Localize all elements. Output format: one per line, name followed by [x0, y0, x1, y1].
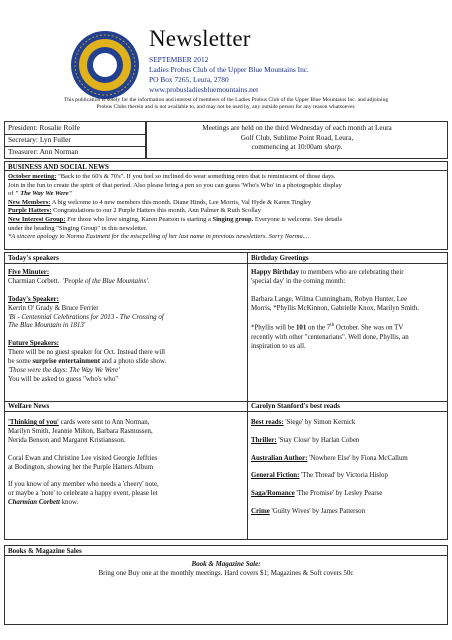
club-name: Ladies Probus Club of the Upper Blue Mountains Inc. — [149, 65, 309, 74]
officers-box — [4, 121, 146, 159]
list-item: Thriller: 'Stay Close' by Harlan Coben — [251, 436, 360, 444]
officer-treasurer: Treasurer: Ann Norman — [8, 147, 79, 156]
new-interest-group: New Interest Group: For those who love singing, Karen Pearson is starting a Singing group. Everyone is welcome. See details — [8, 215, 343, 223]
list-item: Saga/Romance 'The Promise' by Lesley Pearse — [251, 490, 383, 498]
business-heading: BUSINESS AND SOCIAL NEWS — [5, 161, 447, 171]
list-item: General Fiction: 'The Thread' by Victoria Hislop — [251, 472, 388, 480]
best-reads-heading: Carolyn Stanford's best reads — [251, 402, 341, 410]
speakers-content: Five Minuter: Charmian Corbett. 'People of the Blue Mountains'. Today's Speaker: Kerrin O' Grady & Bruce Ferrier 'Bi - Centennial Celebrations for 2013 - The Crossing of The Blue Mountain in 1813' Future Speakers: There will be no guest speaker for Oct. Instead there will be some surprise entertainment and a photo slide show. 'Those were the days: The Way We Were' You will be asked to guess "who's who" — [8, 269, 167, 383]
books-heading: Books & Magazine Sales — [5, 546, 447, 556]
new-members: New Members: A big welcome to 4 new members this month. Diane Hinds, Lee Morris, Val Hyde & Karen Tingley — [8, 198, 312, 206]
birthday-content: Happy Birthday to members who are celebrating their 'special day' in the coming month: Barbara Lange, Wilma Cunningham, Robyn Hunter, Lee Morris, *Phyllis McKinnon, Gabrielle Knox, Marilyn Smith. *Phyllis will be 101 on the 7th October. She was on TV recently with other "centenarians". Well done, Phyllis, an inspiration to us all. — [251, 269, 420, 350]
columns-section — [4, 252, 448, 540]
list-item: Australian Author: 'Nowhere Else' by Fiona McCallum — [251, 454, 408, 462]
speakers-heading: Today's speakers — [8, 254, 59, 262]
officer-president: President: Rosalie Rolfe — [8, 123, 80, 132]
business-news-section: BUSINESS AND SOCIAL NEWS October meeting: "Back to the 60's & 70's". If you feel so inclined do wear something retro that is reminiscent of those days. Join in the fun to create the spirit of that period. Also please bring a pen so you can guess 'Who's Who' in a photographic display of " The Way We Were" New Members: A big welcome to 4 new members this month. Diane Hinds, Lee Morris, Val Hyde & Karen Tingley Purple Hatters: Congratulations to our 2 Purple Hatters this month. Ann Palmer & Ruth Scollay New Interest Group: For those who love singing, Karen Pearson is starting a Singing group. Everyone is welcome. See details under the heading "Singing Group" in this newsletter. *A sincere apology to Norma Eastment for the miscpelling of her last name in previous newsletters. Sorry Norma.... — [4, 161, 448, 250]
purple-hatters: Purple Hatters: Congratulations to our 2 Purple Hatters this month. Ann Palmer & Ruth Scollay — [8, 207, 261, 215]
disclaimer — [4, 97, 448, 111]
probus-logo — [70, 30, 140, 100]
disclaimer-line-2: Probus Clubs therein and is not available to, and may not be used by, any outside person for any reason whatsoever. — [96, 104, 356, 110]
books-section — [4, 545, 448, 625]
october-meeting: October meeting: "Back to the 60's & 70's". If you feel so inclined do wear something retro that is reminiscent of those days. — [8, 173, 336, 180]
books-subheading: Book & Magazine Sale: — [191, 560, 261, 568]
welfare-heading: Welfare News — [8, 402, 50, 410]
postal-address: PO Box 7265, Leura, 2780 — [149, 75, 229, 84]
disclaimer-line-1: This publication is solely for the information and interest of members of the Ladies Probus Club of the Upper Blue Mountains Inc. and adjoining — [63, 97, 389, 103]
list-item: Best reads: 'Siege' by Simon Kernick — [251, 419, 356, 426]
officer-secretary: Secretary: Lyn Fuller — [8, 135, 71, 144]
list-item: Crime 'Guilty Wives' by James Patterson — [251, 508, 366, 516]
meeting-info: Meetings are held on the third Wednesday of each month at Leura Golf Club, Sublime Point Road, Leura, commencing at 10:00am sharp. — [146, 121, 448, 159]
apology-note: *A sincere apology to Norma Eastment for the miscpelling of her last name in previous newsletters. Sorry Norma.... — [8, 233, 310, 241]
books-text: Bring one Buy one at the monthly meetings. Hard covers $1; Magazines & Soft covers 50c — [98, 569, 354, 577]
issue-date: SEPTEMBER 2012 — [149, 55, 209, 64]
welfare-content: 'Thinking of you' cards were sent to Ann Norman, Marilyn Smith, Jeannie Milton, Barbara Rasmussen, Nerida Benson and Margaret Kristiansson. Coral Ewan and Christine Lee visited Georgie Jeffries at Bodington, showing her the Purple Hatters Album If you know of any member who needs a 'cheery' note, or maybe a 'note' to celebrate a happy event, please let Charmian Corbett know. — [8, 419, 159, 507]
birthday-heading: Birthday Greetings — [251, 254, 309, 262]
best-reads-list — [251, 419, 445, 517]
newsletter-title: Newsletter — [149, 26, 251, 51]
website-link[interactable]: www.probusladiesbluemountains.net — [149, 85, 259, 94]
